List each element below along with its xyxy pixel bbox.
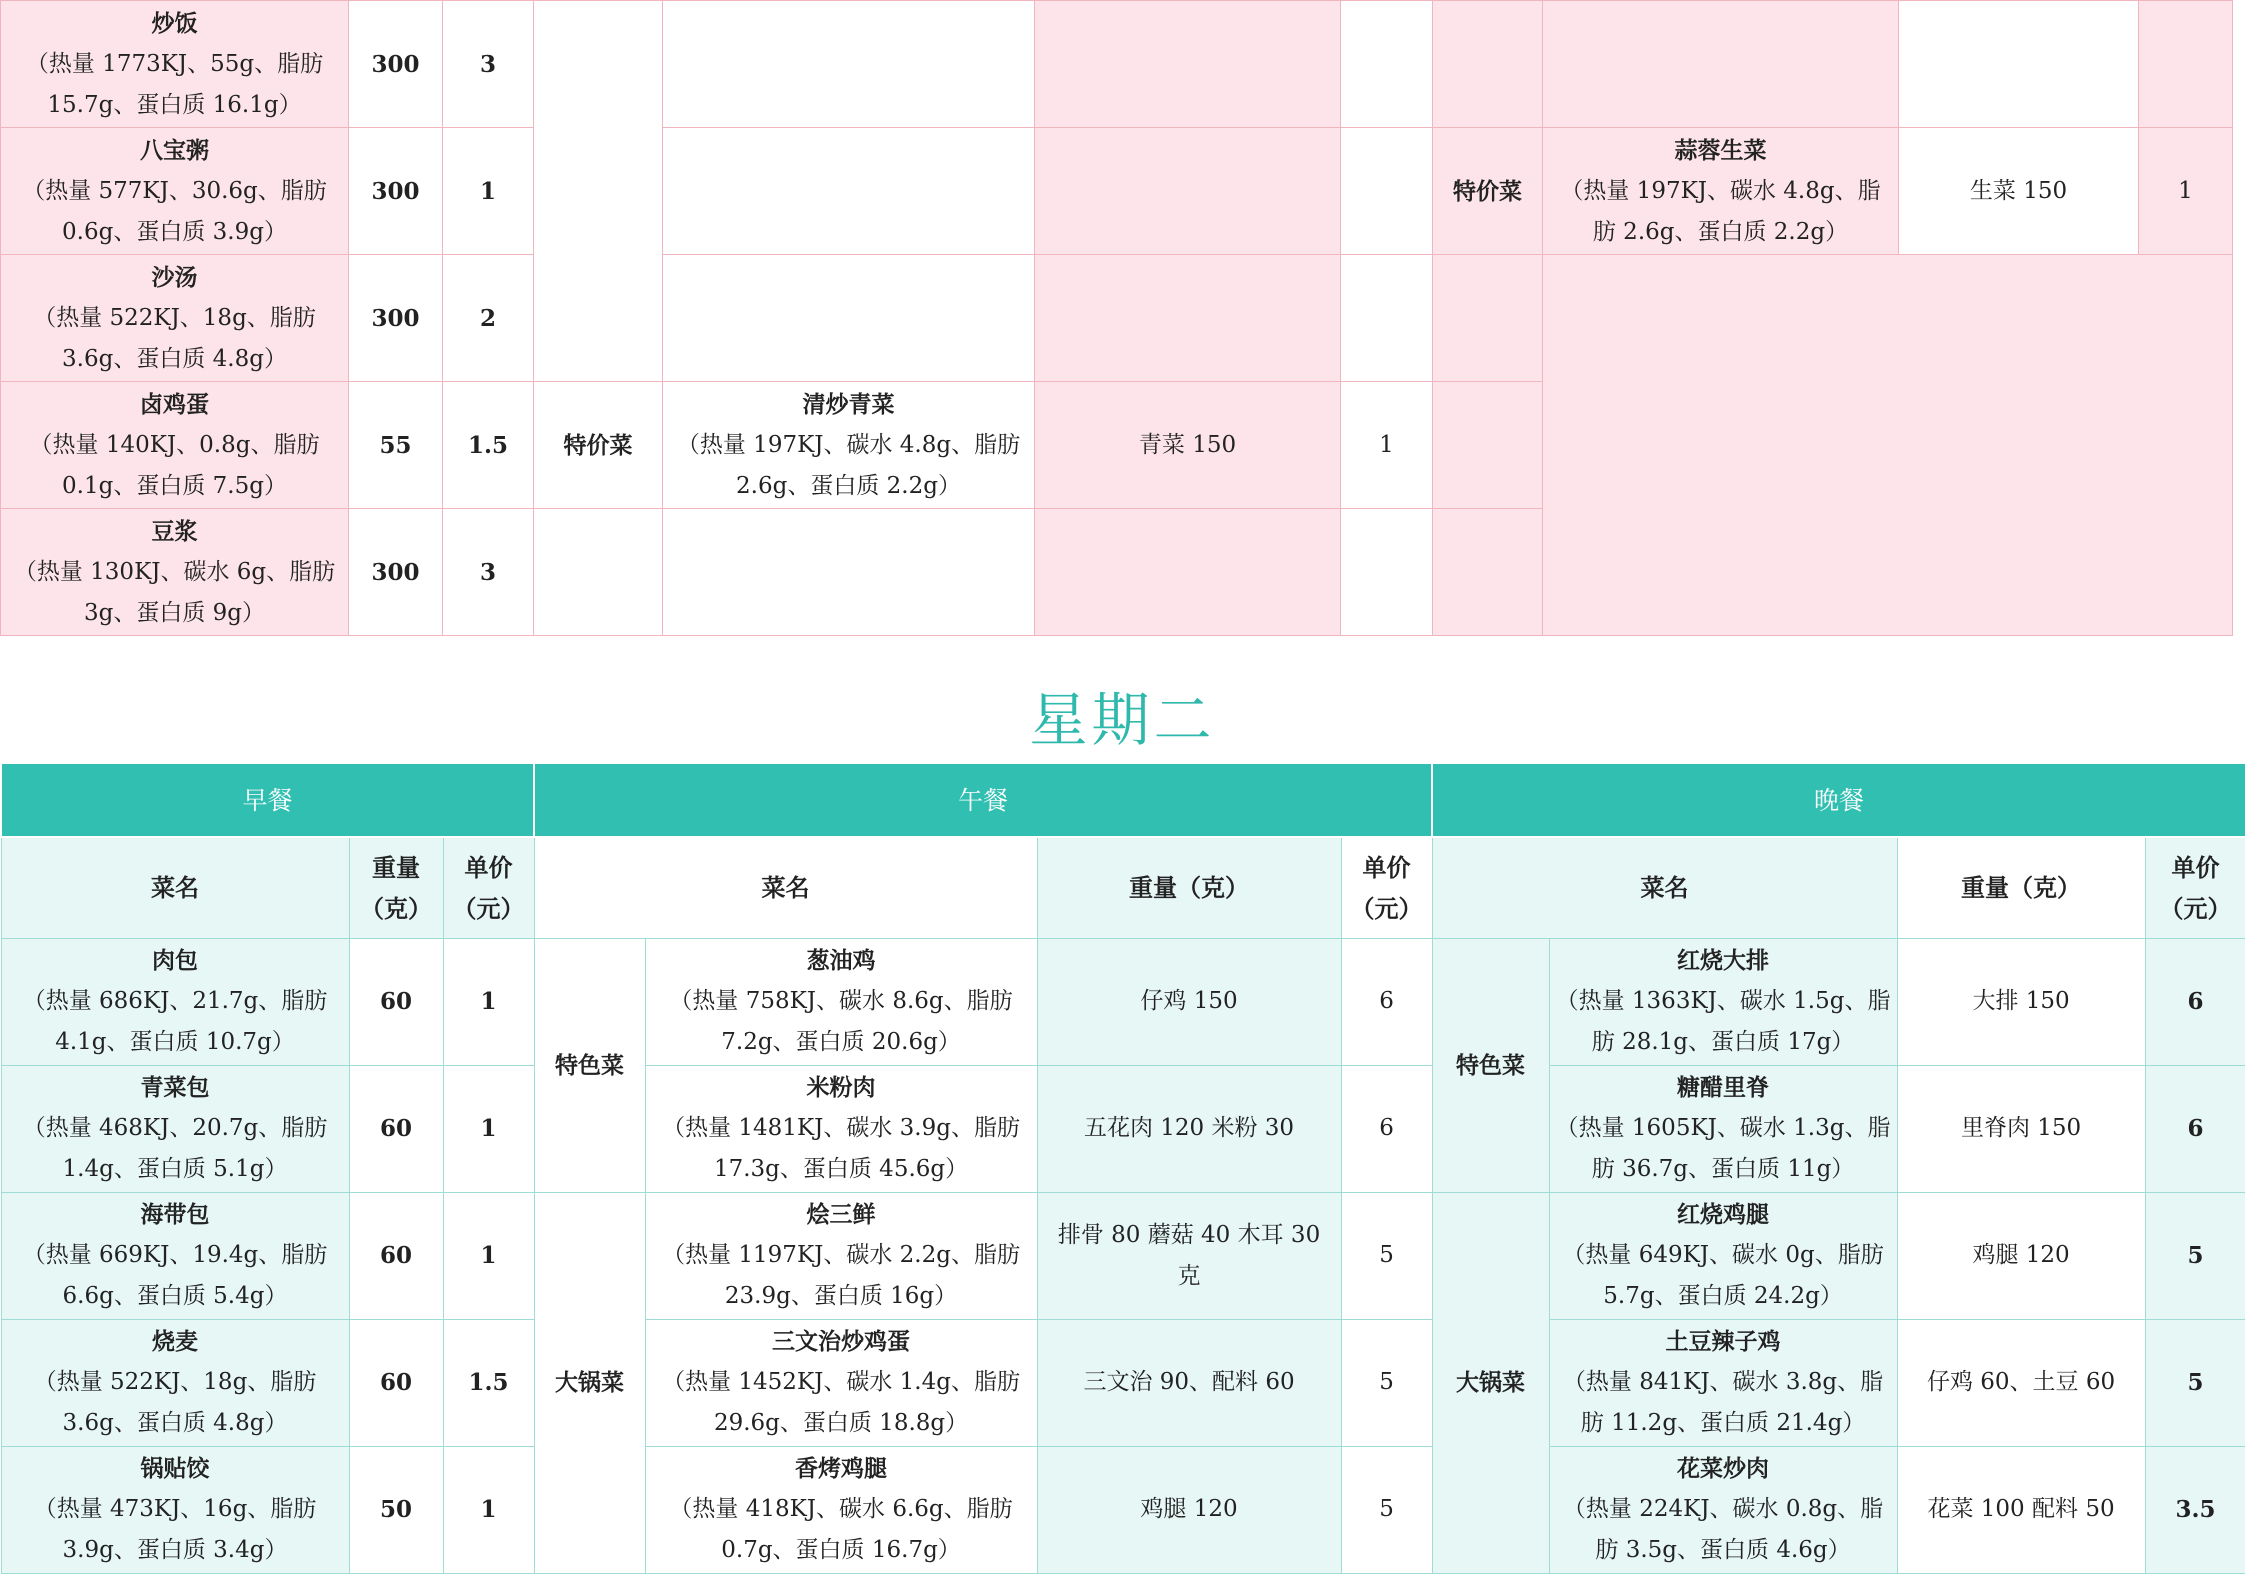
dinner-dish: 红烧大排 （热量 1363KJ、碳水 1.5g、脂肪 28.1g、蛋白质 17g）: [1549, 938, 1897, 1065]
lunch-special-price: 1: [1341, 382, 1433, 509]
lunch-special-label: 特价菜: [534, 382, 663, 509]
breakfast-dish: 海带包 （热量 669KJ、19.4g、脂肪 6.6g、蛋白质 5.4g）: [1, 1192, 349, 1319]
dinner-ingredients-empty: [1899, 1, 2139, 128]
dinner-special-dish: 蒜蓉生菜 （热量 197KJ、碳水 4.8g、脂肪 2.6g、蛋白质 2.2g）: [1543, 128, 1899, 255]
breakfast-weight-header: 重量（克）: [349, 837, 443, 938]
breakfast-dish: 豆浆 （热量 130KJ、碳水 6g、脂肪 3g、蛋白质 9g）: [1, 509, 349, 636]
tuesday-row-4: [1, 1319, 2245, 1446]
breakfast-weight: 60: [349, 1065, 443, 1192]
dinner-special-ingredients: 生菜 150: [1899, 128, 2139, 255]
breakfast-header: 早餐: [1, 763, 534, 837]
column-header-row: [1, 837, 2245, 938]
dinner-category-empty: [1433, 255, 1543, 382]
lunch-dish-empty: [663, 128, 1035, 255]
lunch-ingredients: 三文治 90、配料 60: [1037, 1319, 1341, 1446]
lunch-price: 5: [1341, 1192, 1432, 1319]
breakfast-weight: 55: [349, 382, 443, 509]
lunch-price-empty: [1341, 1, 1433, 128]
dinner-price: 6: [2145, 1065, 2245, 1192]
dinner-dish-header: 菜名: [1432, 837, 1897, 938]
dinner-dish: 土豆辣子鸡 （热量 841KJ、碳水 3.8g、脂肪 11.2g、蛋白质 21.4g）: [1549, 1319, 1897, 1446]
breakfast-price: 3: [443, 1, 534, 128]
dinner-ingredients: 里脊肉 150: [1897, 1065, 2145, 1192]
lunch-ingredients-empty: [1035, 128, 1341, 255]
breakfast-dish: 烧麦 （热量 522KJ、18g、脂肪 3.6g、蛋白质 4.8g）: [1, 1319, 349, 1446]
tuesday-row-5: [1, 1446, 2245, 1573]
dinner-header: 晚餐: [1432, 763, 2245, 837]
lunch-price: 6: [1341, 1065, 1432, 1192]
breakfast-dish: 卤鸡蛋 （热量 140KJ、0.8g、脂肪 0.1g、蛋白质 7.5g）: [1, 382, 349, 509]
dinner-price: 5: [2145, 1319, 2245, 1446]
breakfast-weight: 300: [349, 255, 443, 382]
breakfast-price: 3: [443, 509, 534, 636]
lunch-dish: 香烤鸡腿 （热量 418KJ、碳水 6.6g、脂肪 0.7g、蛋白质 16.7g）: [645, 1446, 1037, 1573]
tuesday-row-3: [1, 1192, 2245, 1319]
breakfast-weight: 60: [349, 1319, 443, 1446]
lunch-dish-empty: [663, 255, 1035, 382]
tuesday-row-2: [1, 1065, 2245, 1192]
breakfast-weight: 60: [349, 1192, 443, 1319]
dinner-empty-block: [1543, 255, 2233, 636]
lunch-category-empty: [534, 1, 663, 382]
lunch-price: 5: [1341, 1319, 1432, 1446]
lunch-ingredients-empty: [1035, 509, 1341, 636]
dinner-dish-empty: [1543, 1, 1899, 128]
breakfast-dish-header: 菜名: [1, 837, 349, 938]
breakfast-price: 1: [443, 1192, 534, 1319]
breakfast-price: 1: [443, 1065, 534, 1192]
breakfast-weight: 300: [349, 128, 443, 255]
breakfast-price: 1: [443, 1446, 534, 1573]
breakfast-weight: 60: [349, 938, 443, 1065]
lunch-price-empty: [1341, 255, 1433, 382]
breakfast-dish: 肉包 （热量 686KJ、21.7g、脂肪 4.1g、蛋白质 10.7g）: [1, 938, 349, 1065]
breakfast-price: 2: [443, 255, 534, 382]
lunch-special-dish: 清炒青菜 （热量 197KJ、碳水 4.8g、脂肪 2.6g、蛋白质 2.2g）: [663, 382, 1035, 509]
lunch-ingredients-empty: [1035, 1, 1341, 128]
lunch-header: 午餐: [534, 763, 1432, 837]
dinner-price: 5: [2145, 1192, 2245, 1319]
dinner-pot-label: 大锅菜: [1432, 1192, 1549, 1573]
lunch-ingredients-empty: [1035, 255, 1341, 382]
lunch-special-ingredients: 青菜 150: [1035, 382, 1341, 509]
breakfast-price: 1.5: [443, 382, 534, 509]
tuesday-menu-table: [0, 762, 2245, 1574]
lunch-dish-header: 菜名: [534, 837, 1037, 938]
dinner-category-empty: [1433, 1, 1543, 128]
breakfast-dish: 沙汤 （热量 522KJ、18g、脂肪 3.6g、蛋白质 4.8g）: [1, 255, 349, 382]
lunch-price-empty: [1341, 128, 1433, 255]
dinner-ingredients: 仔鸡 60、土豆 60: [1897, 1319, 2145, 1446]
dinner-price: 6: [2145, 938, 2245, 1065]
dinner-price-header: 单价（元）: [2145, 837, 2245, 938]
breakfast-price-header: 单价（元）: [443, 837, 534, 938]
dinner-ingredients: 鸡腿 120: [1897, 1192, 2145, 1319]
monday-row-1: [1, 1, 2233, 128]
lunch-dish-empty: [663, 1, 1035, 128]
breakfast-dish: 炒饭 （热量 1773KJ、55g、脂肪 15.7g、蛋白质 16.1g）: [1, 1, 349, 128]
dinner-price-empty: [2139, 1, 2233, 128]
dinner-dish: 花菜炒肉 （热量 224KJ、碳水 0.8g、脂肪 3.5g、蛋白质 4.6g）: [1549, 1446, 1897, 1573]
breakfast-price: 1: [443, 938, 534, 1065]
dinner-weight-header: 重量（克）: [1897, 837, 2145, 938]
monday-row-2: [1, 128, 2233, 255]
lunch-price-empty: [1341, 509, 1433, 636]
tuesday-row-1: [1, 938, 2245, 1065]
dinner-special-price: 1: [2139, 128, 2233, 255]
dinner-special-label: 特色菜: [1432, 938, 1549, 1192]
meal-header-row: [1, 763, 2245, 837]
lunch-dish: 米粉肉 （热量 1481KJ、碳水 3.9g、脂肪 17.3g、蛋白质 45.6g）: [645, 1065, 1037, 1192]
day-title: 星期二: [1029, 686, 1216, 754]
lunch-dish: 三文治炒鸡蛋 （热量 1452KJ、碳水 1.4g、脂肪 29.6g、蛋白质 18.8g）: [645, 1319, 1037, 1446]
lunch-ingredients: 仔鸡 150: [1037, 938, 1341, 1065]
dinner-category-empty: [1433, 509, 1543, 636]
lunch-dish-empty: [663, 509, 1035, 636]
breakfast-price: 1: [443, 128, 534, 255]
lunch-dish: 烩三鲜 （热量 1197KJ、碳水 2.2g、脂肪 23.9g、蛋白质 16g）: [645, 1192, 1037, 1319]
dinner-ingredients: 大排 150: [1897, 938, 2145, 1065]
breakfast-weight: 300: [349, 1, 443, 128]
lunch-ingredients: 排骨 80 蘑菇 40 木耳 30 克: [1037, 1192, 1341, 1319]
lunch-dish: 葱油鸡 （热量 758KJ、碳水 8.6g、脂肪 7.2g、蛋白质 20.6g）: [645, 938, 1037, 1065]
breakfast-dish: 八宝粥 （热量 577KJ、30.6g、脂肪 0.6g、蛋白质 3.9g）: [1, 128, 349, 255]
lunch-pot-label: 大锅菜: [534, 1192, 645, 1573]
monday-menu-table: [0, 0, 2233, 636]
lunch-category-empty: [534, 509, 663, 636]
dinner-dish: 糖醋里脊 （热量 1605KJ、碳水 1.3g、脂肪 36.7g、蛋白质 11g）: [1549, 1065, 1897, 1192]
lunch-ingredients: 鸡腿 120: [1037, 1446, 1341, 1573]
dinner-price: 3.5: [2145, 1446, 2245, 1573]
lunch-price: 5: [1341, 1446, 1432, 1573]
lunch-weight-header: 重量（克）: [1037, 837, 1341, 938]
breakfast-dish: 锅贴饺 （热量 473KJ、16g、脂肪 3.9g、蛋白质 3.4g）: [1, 1446, 349, 1573]
lunch-price-header: 单价（元）: [1341, 837, 1432, 938]
dinner-ingredients: 花菜 100 配料 50: [1897, 1446, 2145, 1573]
dinner-dish: 红烧鸡腿 （热量 649KJ、碳水 0g、脂肪 5.7g、蛋白质 24.2g）: [1549, 1192, 1897, 1319]
breakfast-weight: 50: [349, 1446, 443, 1573]
lunch-price: 6: [1341, 938, 1432, 1065]
monday-row-3: [1, 255, 2233, 382]
breakfast-dish: 青菜包 （热量 468KJ、20.7g、脂肪 1.4g、蛋白质 5.1g）: [1, 1065, 349, 1192]
dinner-category-empty: [1433, 382, 1543, 509]
lunch-special-label: 特色菜: [534, 938, 645, 1192]
lunch-ingredients: 五花肉 120 米粉 30: [1037, 1065, 1341, 1192]
breakfast-price: 1.5: [443, 1319, 534, 1446]
breakfast-weight: 300: [349, 509, 443, 636]
dinner-special-label: 特价菜: [1433, 128, 1543, 255]
